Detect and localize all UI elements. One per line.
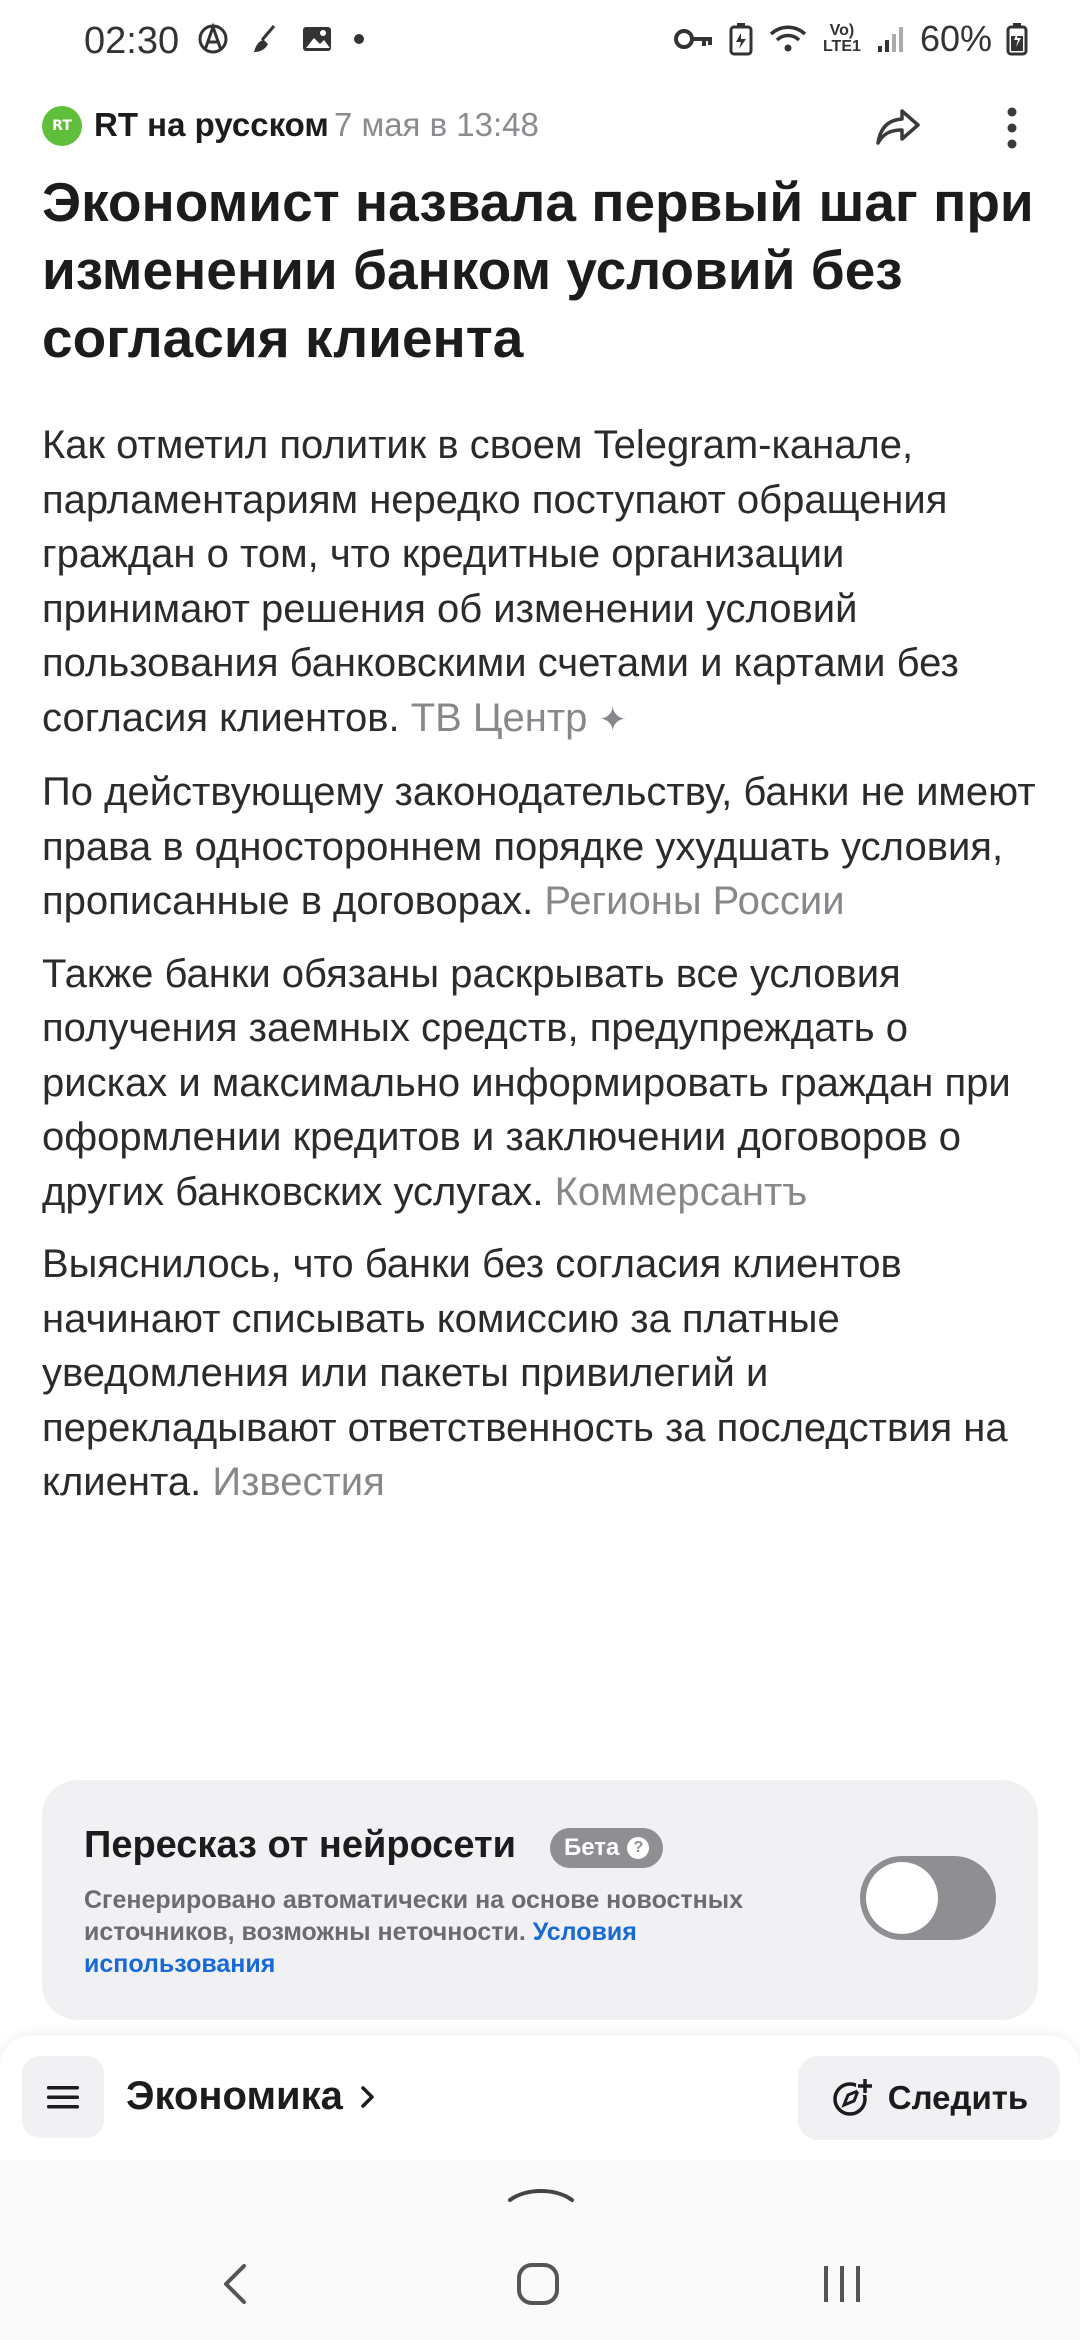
ai-summary-toggle[interactable] xyxy=(860,1856,996,1940)
signal-icon xyxy=(876,24,906,54)
ai-summary-title: Пересказ от нейросети xyxy=(84,1824,517,1866)
battery-icon xyxy=(1006,22,1028,56)
status-system-icons xyxy=(674,18,1028,60)
key-icon xyxy=(674,24,714,54)
gallery-icon xyxy=(300,22,334,56)
paragraph-source-link[interactable]: Известия xyxy=(212,1460,385,1504)
share-icon xyxy=(874,107,922,149)
menu-button[interactable] xyxy=(22,2056,104,2138)
follow-button[interactable] xyxy=(798,2056,1060,2140)
broom-app-icon xyxy=(248,22,282,56)
toggle-knob xyxy=(866,1862,938,1934)
ai-disclaimer-text: Сгенерировано автоматически на основе новостных источников, возможны неточности. xyxy=(84,1886,744,1946)
paragraph-text: Выяснилось, что банки без согласия клиентов начинают списывать комиссию за платные уведомления или пакеты привилегий и перекладывают ответственность за последствия на клиента. xyxy=(42,1242,1008,1504)
status-bar xyxy=(0,0,1080,84)
source-name[interactable]: RT на русском xyxy=(94,106,329,143)
recent-apps-icon[interactable] xyxy=(820,2260,864,2313)
article-paragraph xyxy=(42,1237,1042,1510)
system-navigation-bar xyxy=(0,2160,1080,2340)
source-logo[interactable]: RT xyxy=(42,106,82,146)
status-notification-icons xyxy=(196,22,366,56)
beta-label: Бета xyxy=(564,1834,620,1861)
lte-label: Vo) LTE1 xyxy=(822,22,861,55)
article-paragraph xyxy=(42,947,1042,1220)
category-bar xyxy=(0,2036,1080,2160)
category-link[interactable]: Экономика xyxy=(126,2074,343,2118)
paragraph-source-link[interactable]: Регионы России xyxy=(544,879,845,923)
article-paragraph xyxy=(42,418,1042,747)
ai-summary-card xyxy=(42,1780,1038,2020)
swipe-up-handle-icon[interactable] xyxy=(506,2180,576,2211)
more-vertical-icon xyxy=(1006,106,1018,150)
article-body xyxy=(42,418,1042,1528)
beta-badge[interactable] xyxy=(550,1828,663,1868)
paragraph-text: Как отметил политик в своем Telegram-канале, парламентариям нередко поступают обращения граждан о том, что кредитные организации принимают решения об изменении условий пользования банковскими счетами и картами без согласия клиентов. xyxy=(42,423,959,740)
article-title: Экономист назвала первый шаг при изменении банком условий без согласия клиента xyxy=(42,171,1034,369)
wifi-icon xyxy=(768,22,808,56)
ai-summary-description xyxy=(84,1884,804,1980)
publish-date: 7 мая в 13:48 xyxy=(334,106,539,143)
battery-saver-icon xyxy=(728,22,754,56)
hamburger-menu-icon xyxy=(45,2083,81,2111)
terms-of-use-link[interactable]: Условия использования xyxy=(84,1918,637,1978)
chevron-right-icon[interactable] xyxy=(358,2076,378,2121)
article-paragraph xyxy=(42,765,1042,929)
status-time: 02:30 xyxy=(84,20,180,62)
more-options-button[interactable] xyxy=(992,100,1032,156)
article-source-row xyxy=(42,100,1042,156)
home-icon[interactable] xyxy=(514,2260,562,2313)
paragraph-source-link[interactable]: Коммерсантъ xyxy=(554,1169,808,1214)
add-subscription-icon xyxy=(830,2075,876,2121)
anarchy-app-icon xyxy=(196,22,230,56)
paragraph-source-link[interactable]: ТВ Центр xyxy=(410,695,588,740)
battery-percent: 60% xyxy=(919,18,992,59)
sparkle-icon: ✦ xyxy=(598,700,628,739)
paragraph-text: По действующему законодательству, банки не имеют права в одностороннем порядке ухудшать условия, прописанные в договорах. xyxy=(42,770,1036,923)
dot-indicator-icon xyxy=(352,32,366,46)
back-icon[interactable] xyxy=(218,2260,252,2313)
paragraph-text: Также банки обязаны раскрывать все условия получения заемных средств, предупреждать о рисках и максимально информировать граждан при оформлении кредитов и заключении договоров о других банковских услугах. xyxy=(42,951,1011,1214)
help-icon: ? xyxy=(627,1837,649,1859)
share-button[interactable] xyxy=(868,100,928,156)
follow-label: Следить xyxy=(887,2079,1029,2116)
